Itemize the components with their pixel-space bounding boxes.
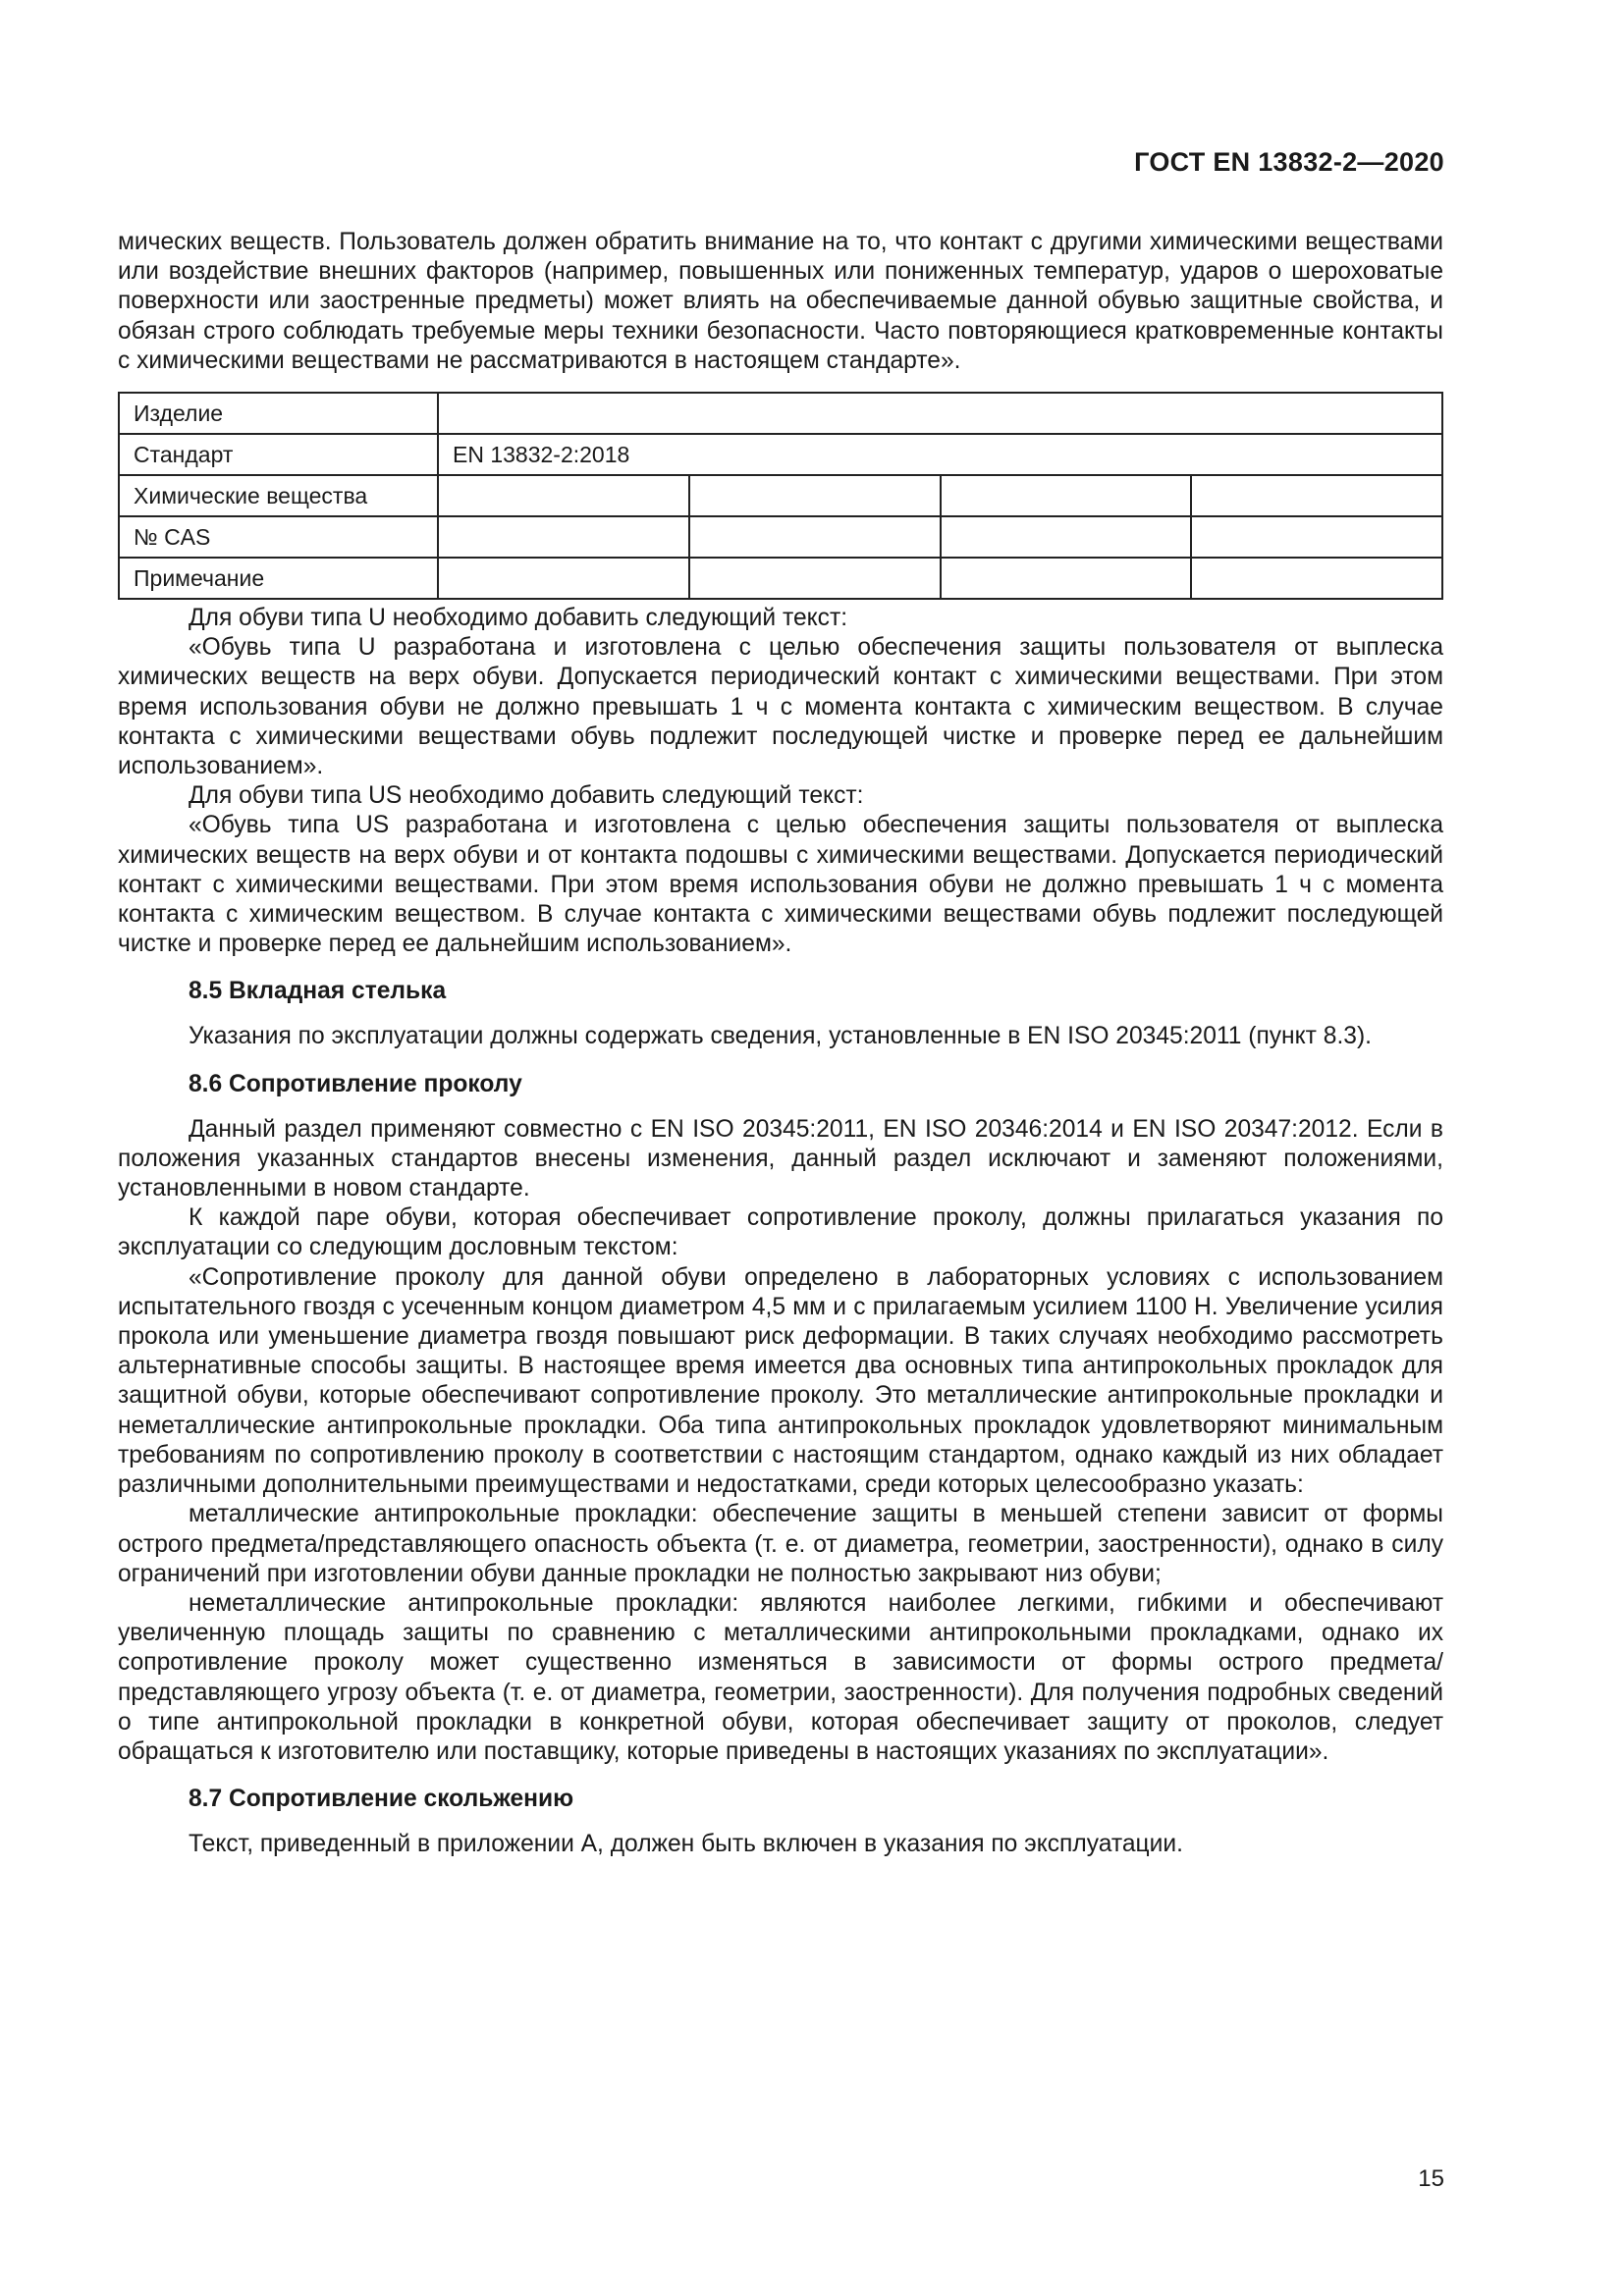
document-body xyxy=(118,228,1443,1859)
section-8-6-heading: 8.6 Сопротивление проколу xyxy=(189,1070,522,1097)
type-u-intro: Для обуви типа U необходимо добавить следующий текст: xyxy=(189,605,848,632)
table-empty-cell xyxy=(438,558,689,599)
section-8-6-paragraph: металлические антипрокольные прокладки: обеспечение защиты в меньшей степени зависит от формы острого предмета/представляющего опасность объекта (т. е. от диаметра, геометрии, заостренности), однако в силу ограничений при изготовлении обуви данные прокладки не полностью закрывают низ обуви; xyxy=(118,1501,1443,1587)
section-8-5-text: Указания по эксплуатации должны содержать сведения, установленные в EN ISO 20345:2011 (пункт 8.3). xyxy=(189,1023,1372,1050)
table-empty-cell xyxy=(941,558,1192,599)
type-us-quote: «Обувь типа US разработана и изготовлена с целью обеспечения защиты пользователя от выплеска химических веществ на верх обуви и от контакта подошвы с химическими веществами. Допускается периодический контакт с химическими веществами. При этом время использования обуви не должно превышать 1 ч с момента контакта с химическим веществом. В случае контакта с химическими веществами обувь подлежит последующей чистке и проверке перед ее дальнейшим использованием». xyxy=(118,812,1443,958)
table-row xyxy=(119,558,1442,599)
section-8-6-paragraph: «Сопротивление проколу для данной обуви определено в лабораторных условиях с использованием испытательного гвоздя с усеченным концом диаметром 4,5 мм и с прилагаемым усилием 1100 Н. Увеличение усилия прокола или уменьшение диаметра гвоздя повышают риск деформации. В таких случаях необходимо рассмотреть альтернативные способы защиты. В настоящее время имеется два основных типа антипрокольных прокладок для защитной обуви, которые обеспечивают сопротивление проколу. Это металлические антипрокольные прокладки и неметаллические антипрокольные прокладки. Оба типа антипрокольных прокладок удовлетворяют минимальным требованиям по сопротивлению проколу в соответствии с настоящим стандартом, однако каждый из них обладает различными дополнительными преимуществами и недостатками, среди которых целесообразно указать: xyxy=(118,1263,1443,1499)
table-empty-cell xyxy=(689,475,941,516)
section-8-7-heading: 8.7 Сопротивление скольжению xyxy=(189,1786,574,1813)
product-table xyxy=(118,392,1443,600)
table-empty-cell xyxy=(689,558,941,599)
section-8-6-paragraph: неметаллические антипрокольные прокладки: являются наиболее легкими, гибкими и обеспечивают увеличенную площадь защиты по сравнению с металлическими антипрокольными прокладками, однако их сопротивление проколу может существенно изменяться в зависимости от формы острого предмета/представляющего угрозу объекта (т. е. от диаметра, геометрии, заостренности). Для получения подробных сведений о типе антипрокольной прокладки в конкретной обуви, которая обеспечивает защиту от проколов, следует обращаться к изготовителю или поставщику, которые приведены в настоящих указаниях по эксплуатации». xyxy=(118,1589,1443,1765)
table-row xyxy=(119,393,1442,434)
table-label-cell: Стандарт xyxy=(119,434,438,475)
section-8-5-heading: 8.5 Вкладная стелька xyxy=(189,978,447,1005)
table-label-cell: Химические вещества xyxy=(119,475,438,516)
table-value-cell xyxy=(438,393,1442,434)
section-8-6-paragraph: К каждой паре обуви, которая обеспечивает сопротивление проколу, должны прилагаться указания по эксплуатации со следующим дословным текстом: xyxy=(118,1204,1443,1261)
table-empty-cell xyxy=(1191,516,1442,558)
table-row xyxy=(119,434,1442,475)
table-empty-cell xyxy=(941,516,1192,558)
table-empty-cell xyxy=(689,516,941,558)
section-8-6-paragraph: Данный раздел применяют совместно с EN ISO 20345:2011, EN ISO 20346:2014 и EN ISO 20347:2012. Если в положения указанных стандартов внесены изменения, данный раздел исключают и заменяют положениями, установленными в новом стандарте. xyxy=(118,1115,1443,1202)
page-number: 15 xyxy=(1418,2165,1444,2192)
table-empty-cell xyxy=(1191,475,1442,516)
type-us-intro: Для обуви типа US необходимо добавить следующий текст: xyxy=(189,782,864,810)
table-label-cell: Примечание xyxy=(119,558,438,599)
table-empty-cell xyxy=(438,516,689,558)
table-value-cell: EN 13832-2:2018 xyxy=(438,434,1442,475)
table-empty-cell xyxy=(438,475,689,516)
type-u-quote: «Обувь типа U разработана и изготовлена с целью обеспечения защиты пользователя от выплеска химических веществ на верх обуви. Допускается периодический контакт с химическими веществами. При этом время использования обуви не должно превышать 1 ч с момента контакта с химическим веществом. В случае контакта с химическими веществами обувь подлежит последующей чистке и проверке перед ее дальнейшим использованием». xyxy=(118,634,1443,780)
table-empty-cell xyxy=(941,475,1192,516)
table-label-cell: Изделие xyxy=(119,393,438,434)
document-header: ГОСТ EN 13832-2—2020 xyxy=(1134,147,1444,177)
section-8-7-text: Текст, приведенный в приложении А, должен быть включен в указания по эксплуатации. xyxy=(189,1831,1183,1858)
table-label-cell: № CAS xyxy=(119,516,438,558)
table-row xyxy=(119,516,1442,558)
table-empty-cell xyxy=(1191,558,1442,599)
table-row xyxy=(119,475,1442,516)
intro-paragraph: мических веществ. Пользователь должен обратить внимание на то, что контакт с другими химическими веществами или воздействие внешних факторов (например, повышенных или пониженных температур, ударов о шероховатые поверхности или заостренные предметы) может влиять на обеспечиваемые данной обувью защитные свойства, и обязан строго соблюдать требуемые меры техники безопасности. Часто повторяющиеся кратковременные контакты с химическими веществами не рассматриваются в настоящем стандарте». xyxy=(118,229,1443,374)
